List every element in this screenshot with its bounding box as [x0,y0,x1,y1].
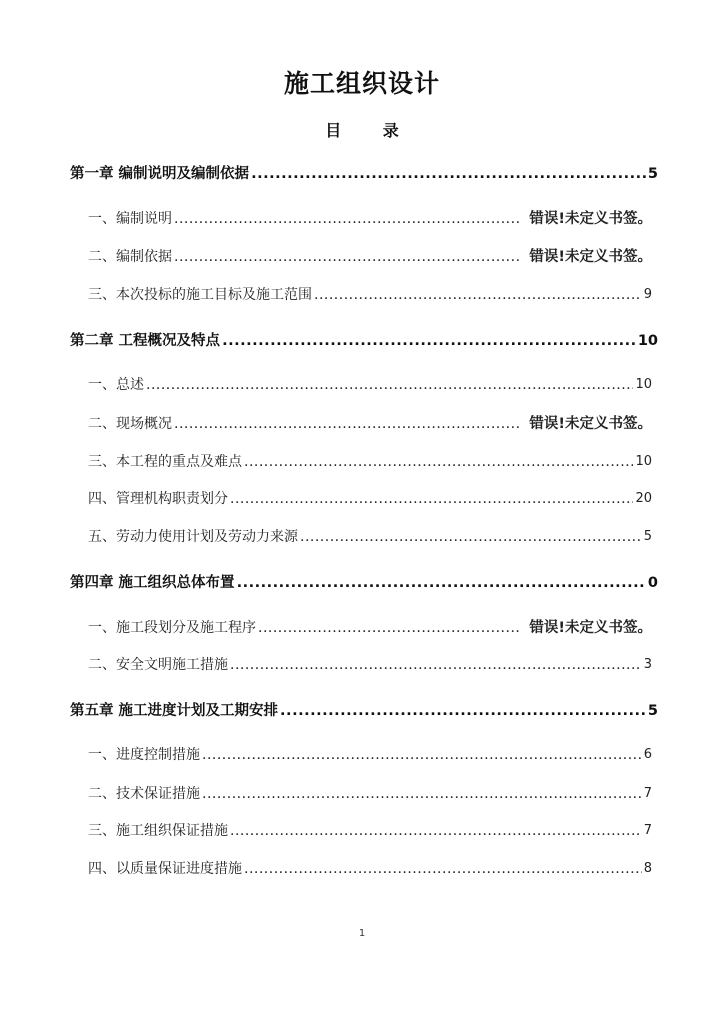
toc-page-number: 6 [643,747,652,762]
toc-label: 第一章 编制说明及编制依据 [70,166,250,182]
toc-page-number: 10 [635,454,652,469]
toc-chapter-4[interactable] [70,572,658,594]
toc-leader [237,572,646,594]
toc-label: 四、以质量保证进度措施 [88,861,242,877]
toc-chapter-2[interactable] [70,330,658,352]
document-title: 施工组织设计 [283,69,440,98]
toc-leader [280,700,646,722]
toc-section-5-1[interactable] [88,744,652,766]
toc-label: 一、编制说明 [88,211,172,227]
toc-page-number: 8 [643,861,652,876]
toc-page-number: 错误!未定义书签。 [529,211,652,227]
toc-label: 四、管理机构职责划分 [88,491,228,507]
toc-page-number: 20 [635,491,652,506]
toc-label: 一、进度控制措施 [88,747,200,763]
toc-page-number: 10 [635,377,652,392]
toc-page-number: 10 [637,333,658,349]
toc-page-number: 9 [643,287,652,302]
toc-label: 一、施工段划分及施工程序 [88,620,256,636]
toc-section-4-2[interactable] [88,654,652,676]
toc-label: 五、劳动力使用计划及劳动力来源 [88,529,298,545]
toc-label: 二、安全文明施工措施 [88,657,228,673]
toc-leader [202,783,642,805]
toc-chapter-1[interactable] [70,163,658,185]
toc-section-2-2[interactable] [88,413,652,435]
toc-section-2-1[interactable] [88,374,652,396]
toc-section-1-2[interactable] [88,246,652,268]
toc-section-5-3[interactable] [88,820,652,842]
toc-label: 第五章 施工进度计划及工期安排 [70,703,279,719]
toc-leader [230,820,642,842]
toc-section-2-3[interactable] [88,451,652,473]
toc-section-2-4[interactable] [88,488,652,510]
toc-leader [174,413,521,435]
toc-section-1-3[interactable] [88,284,652,306]
toc-label: 一、总述 [88,377,144,393]
toc-leader [258,617,521,639]
toc-label: 二、现场概况 [88,416,172,432]
toc-leader [230,654,642,676]
toc-leader [314,284,642,306]
toc-page-number: 错误!未定义书签。 [529,416,652,432]
toc-leader [202,744,642,766]
toc-leader [230,488,633,510]
toc-chapter-5[interactable] [70,700,658,722]
toc-section-2-5[interactable] [88,526,652,548]
toc-leader [146,374,633,396]
toc-page-number: 7 [643,823,652,838]
toc-label: 三、本工程的重点及难点 [88,454,242,470]
toc-label: 第二章 工程概况及特点 [70,333,221,349]
toc-section-5-4[interactable] [88,858,652,880]
toc-label: 二、编制依据 [88,249,172,265]
toc-leader [174,246,521,268]
toc-label: 二、技术保证措施 [88,786,200,802]
toc-section-1-1[interactable] [88,208,652,230]
toc-leader [222,330,636,352]
toc-page-number: 7 [643,786,652,801]
toc-label: 第四章 施工组织总体布置 [70,575,235,591]
toc-section-4-1[interactable] [88,617,652,639]
toc-page-number: 0 [647,575,658,591]
toc-page-number: 5 [647,703,658,719]
toc-heading: 目 录 [325,121,417,140]
page-number: 1 [358,928,366,939]
toc-leader [300,526,642,548]
toc-section-5-2[interactable] [88,783,652,805]
toc-leader [244,451,633,473]
toc-page-number: 5 [647,166,658,182]
toc-leader [244,858,642,880]
toc-label: 三、本次投标的施工目标及施工范围 [88,287,312,303]
toc-label: 三、施工组织保证措施 [88,823,228,839]
toc-leader [251,163,646,185]
toc-leader [174,208,521,230]
toc-page-number: 3 [643,657,652,672]
toc-page-number: 错误!未定义书签。 [529,620,652,636]
toc-page-number: 错误!未定义书签。 [529,249,652,265]
toc-page-number: 5 [643,529,652,544]
